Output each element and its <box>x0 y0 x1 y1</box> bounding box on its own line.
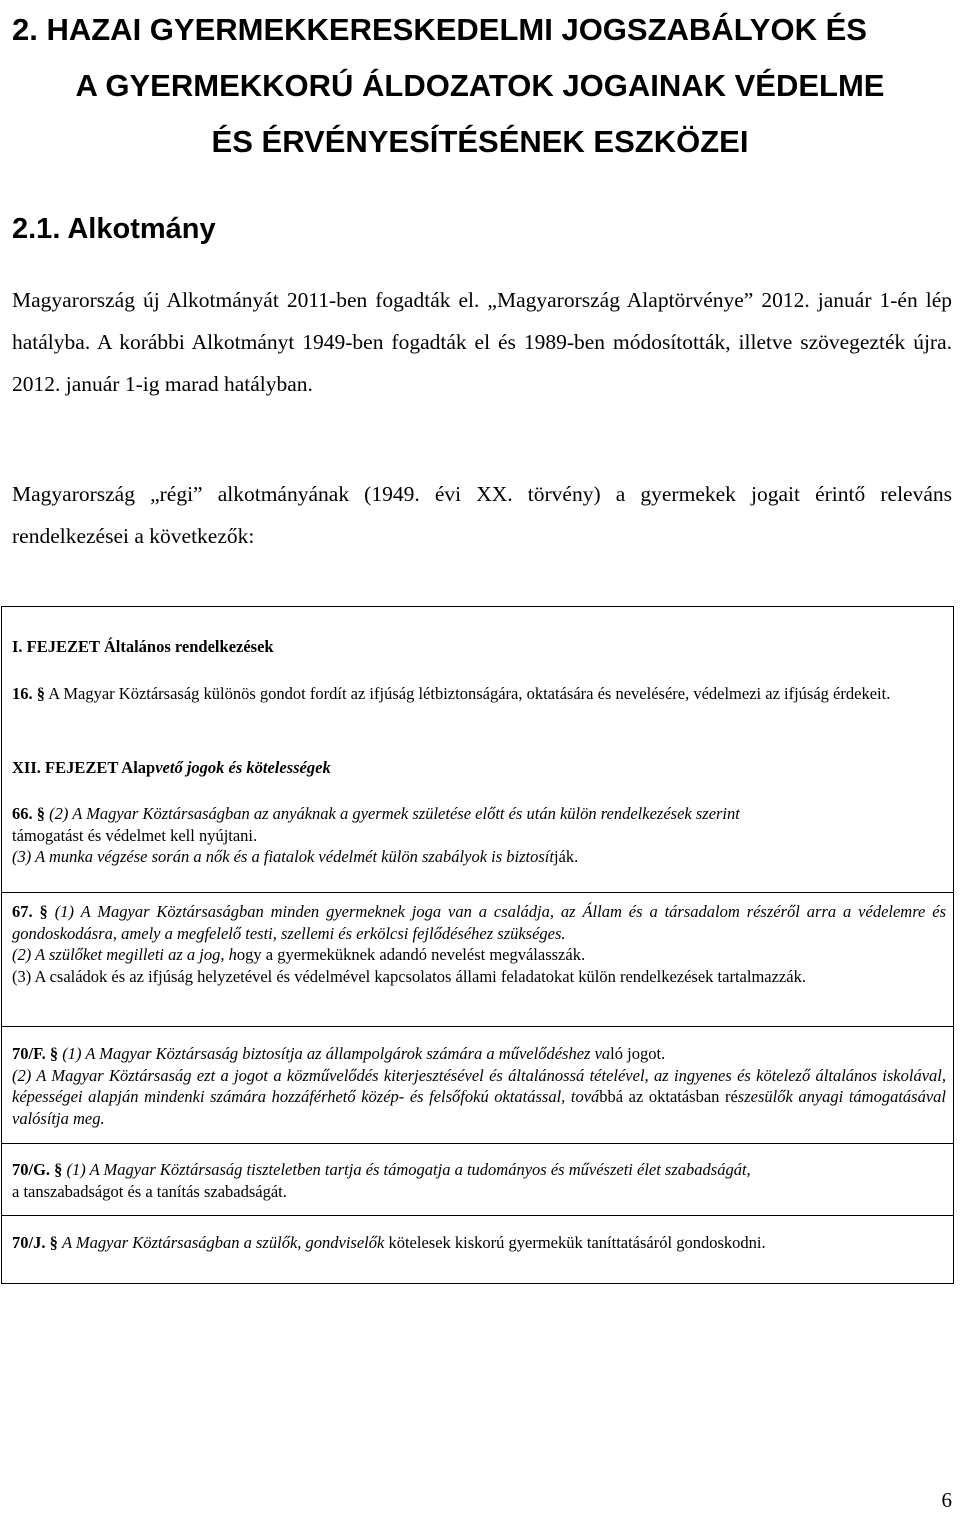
section-16-number: 16. <box>12 684 33 703</box>
section-66-para-3a: (3) A munka végzése során a nők és a fiatalok védelmét külön szabályok is biztosít <box>12 847 554 866</box>
intro-paragraph: Magyarország új Alkotmányát 2011-ben fogadták el. „Magyarország Alaptörvénye” 2012. január 1-én lép hatályba. A korábbi Alkotmányt 1949-ben fogadták el és 1989-ben módosították, illetve szövegezték újra. 2012. január 1-ig marad hatályban. <box>12 288 952 396</box>
section-70f <box>12 1043 946 1129</box>
chapter-12-heading-a: XII. FEJEZET Alap <box>12 758 156 777</box>
chapter-12 <box>12 757 946 779</box>
section-70g-para-1b: a tanszabadságot és a tanítás szabadságát. <box>12 1181 287 1201</box>
section-67 <box>12 901 946 987</box>
relevance-paragraph: Magyarország „régi” alkotmányának (1949. évi XX. törvény) a gyermekek jogait érintő releváns rendelkezései a következők: <box>12 482 952 548</box>
section-70f-para-2c: szesülők anyagi támogatásával valósítja meg. <box>12 1087 946 1128</box>
section-70f-para-2a: (2) A Magyar Köztársaság ezt a jogot a közművelődés kiterjesztésével és általánossá tételével, az ingyenes és kötelező általános iskolával, képességei alapján mindenki számára hozzáférhető közép- és felsőfokú oktatással, tová <box>12 1065 946 1106</box>
section-67-para-3: (3) A családok és az ifjúság helyzetével és védelmével kapcsolatos állami feladatokat külön rendelkezések tartalmazzák. <box>12 966 806 986</box>
page-number: 6 <box>941 1488 952 1512</box>
title-line-1: 2. HAZAI GYERMEKKERESKEDELMI JOGSZABÁLYOK ÉS <box>12 12 867 47</box>
section-67-para-2b: ogy a gyermeküknek adandó nevelést megválasszák. <box>236 945 586 964</box>
section-70g-para-1a: (1) A Magyar Köztársaság tiszteletben tartja és támogatja a tudományos és művészeti élet szabadságát, <box>66 1160 751 1179</box>
section-67-symbol: § <box>39 902 48 921</box>
chapter-1 <box>12 636 946 658</box>
section-70f-para-2b: bbá az oktatásban ré <box>599 1087 738 1106</box>
chapter-12-heading-b: vető jogok és kötelességek <box>155 758 331 777</box>
section-70f-para-1a: (1) A Magyar Köztársaság biztosítja az állampolgárok számára a művelődéshez va <box>62 1044 611 1063</box>
constitution-excerpt-box <box>1 606 954 1284</box>
title-line-2: A GYERMEKKORÚ ÁLDOZATOK JOGAINAK VÉDELME <box>75 68 885 103</box>
section-67-number: 67. <box>12 902 33 921</box>
section-70j-number: 70/J. <box>12 1233 46 1252</box>
divider <box>2 892 953 893</box>
section-70f-symbol: § <box>49 1044 59 1063</box>
section-66-number: 66. <box>12 804 33 823</box>
section-16 <box>12 683 946 705</box>
section-70f-number: 70/F. <box>12 1044 46 1063</box>
section-66 <box>12 803 946 868</box>
section-70f-para-1b: ló jogot. <box>610 1044 666 1063</box>
section-70j-symbol: § <box>49 1233 58 1252</box>
section-70g-symbol: § <box>54 1160 63 1179</box>
section-67-para-2a: (2) A szülőket megilleti az a jog, h <box>12 945 237 964</box>
section-66-para-2: (2) A Magyar Köztársaságban az anyáknak a gyermek születése előtt és után külön rendelkezések szerint <box>49 804 740 823</box>
section-16-text: A Magyar Köztársaság különös gondot fordít az ifjúság létbiztonságára, oktatására és nevelésére, védelmezi az ifjúság érdekeit. <box>48 684 891 703</box>
divider <box>2 1215 953 1216</box>
title-line-3: ÉS ÉRVÉNYESÍTÉSÉNEK ESZKÖZEI <box>211 124 749 159</box>
divider <box>2 1026 953 1027</box>
section-70g <box>12 1159 946 1202</box>
section-66-symbol: § <box>36 804 45 823</box>
section-66-para-2-cont: támogatást és védelmet kell nyújtani. <box>12 825 258 845</box>
section-70j-para-1b: kötelesek kiskorú gyermekük taníttatásáról gondoskodni. <box>388 1233 766 1252</box>
divider <box>2 1143 953 1144</box>
section-70g-number: 70/G. <box>12 1160 51 1179</box>
section-70j-para-1a: A Magyar Köztársaságban a szülők, gondviselők <box>61 1233 385 1252</box>
section-66-para-3b: ják. <box>553 847 579 866</box>
document-title <box>12 2 948 170</box>
section-67-para-1: (1) A Magyar Köztársaságban minden gyermeknek joga van a családja, az Állam és a társadalom részéről arra a védelemre és gondoskodásra, amely a megfelelő testi, szellemi és erkölcsi fejlődéséhez szükséges. <box>12 902 947 943</box>
section-16-symbol: § <box>36 684 45 703</box>
section-70j <box>12 1232 946 1254</box>
section-heading: 2.1. Alkotmány <box>12 213 216 245</box>
chapter-1-heading: I. FEJEZET Általános rendelkezések <box>12 637 274 656</box>
